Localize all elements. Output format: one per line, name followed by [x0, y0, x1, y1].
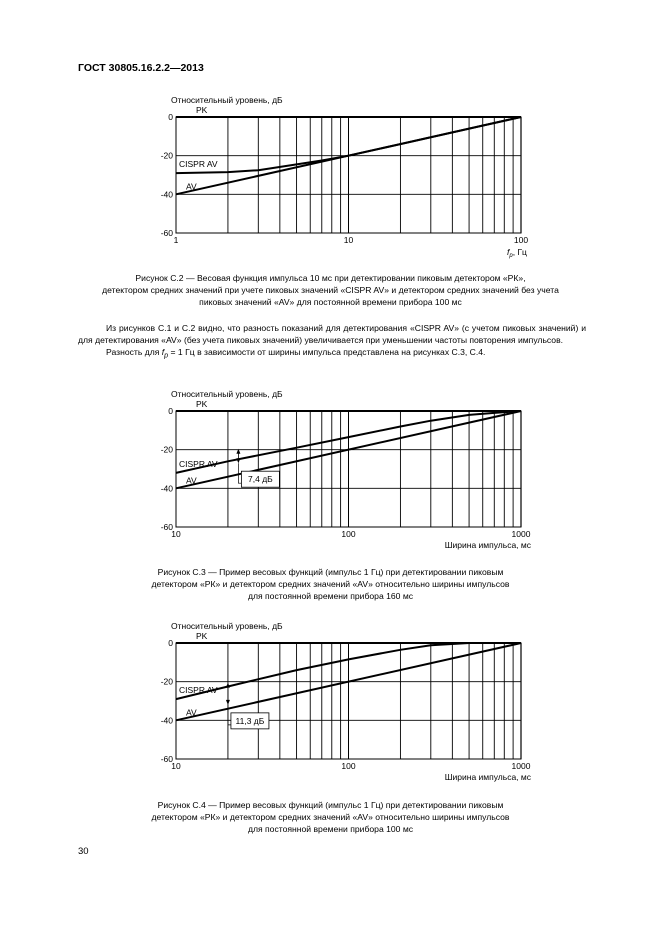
x-axis-unit: , Гц: [512, 247, 527, 257]
page-number: 30: [78, 846, 89, 857]
y-tick-label: -20: [160, 444, 173, 455]
caption-line: Рисунок С.3 — Пример весовых функций (импульс 1 Гц) при детектировании пиковым: [157, 567, 504, 577]
x-tick-label: 100: [513, 235, 529, 245]
paragraph: Разность для $f_p = 1$ Гц в зависимости от ширины импульса представлена на рисунках С.3, С.4.: [106, 347, 486, 360]
caption-fig-c4: [78, 799, 583, 835]
x-tick-label: 10: [343, 235, 354, 245]
caption-line: детектором «РК» и детектором средних значений «AV» относительно ширины импульсов: [151, 812, 510, 822]
x-tick-label: 1000: [511, 529, 531, 539]
y-axis-label: Относительный уровень, дБ: [171, 389, 283, 399]
annotation-label: 7,4 дБ: [248, 474, 273, 485]
annotation-label: 11,3 дБ: [235, 715, 265, 726]
series-label-cispr-av: CISPR AV: [179, 458, 218, 469]
x-tick-label: 1000: [511, 761, 531, 771]
y-axis-label: Относительный уровень, дБ: [171, 621, 283, 631]
y-tick-label: -40: [160, 483, 173, 494]
x-tick-label: 10: [171, 761, 181, 771]
x-axis-label: [507, 247, 527, 259]
y-tick-label: 0: [168, 638, 173, 648]
caption-line: для постоянной времени прибора 100 мс: [247, 824, 414, 834]
x-axis-label: Ширина импульса, мс: [444, 540, 531, 550]
document-header: ГОСТ 30805.16.2.2—2013: [78, 62, 204, 74]
caption-line: детектором средних значений при учете пиковых значений «CISPR AV» и детектором средних значений без учета: [102, 285, 559, 295]
annotation-arrow-down: [226, 700, 230, 705]
series-label-av: AV: [186, 181, 197, 192]
annotation-arrow-down: [236, 458, 240, 463]
x-axis-symbol: f: [507, 247, 510, 257]
chart-fig-c2: [0, 90, 661, 259]
x-axis-subscript: p: [509, 253, 513, 259]
chart-fig-c4: [0, 617, 661, 787]
series-label-pk: PK: [196, 105, 208, 115]
y-tick-label: -20: [160, 150, 173, 161]
y-tick-label: -40: [160, 189, 173, 200]
x-tick-label: 100: [341, 529, 356, 539]
caption-fig-c2: [78, 272, 583, 308]
series-label-cispr-av: CISPR AV: [179, 159, 218, 170]
x-tick-label: 100: [341, 761, 356, 771]
series-label-av: AV: [186, 707, 197, 718]
series-label-pk: PK: [196, 631, 208, 641]
caption-line: Рисунок С.4 — Пример весовых функций (импульс 1 Гц) при детектировании пиковым: [157, 800, 504, 810]
caption-fig-c3: [78, 566, 583, 602]
series-label-cispr-av: CISPR AV: [179, 685, 218, 696]
y-tick-label: -60: [160, 522, 173, 532]
y-tick-label: -60: [160, 228, 173, 238]
series-label-av: AV: [186, 475, 197, 486]
chart-fig-c3: [0, 385, 661, 555]
y-tick-label: -40: [160, 715, 173, 726]
y-axis-label: Относительный уровень, дБ: [171, 95, 283, 105]
y-tick-label: -20: [160, 676, 173, 687]
caption-line: Рисунок С.2 — Весовая функция импульса 10 мс при детектировании пиковым детектором «РК»,: [135, 273, 526, 283]
caption-line: пиковых значений «AV» для постоянной времени прибора 100 мс: [199, 297, 462, 307]
x-tick-label: 1: [173, 235, 179, 245]
y-tick-label: -60: [160, 754, 173, 764]
caption-line: детектором «РК» и детектором средних значений «AV» относительно ширины импульсов: [151, 579, 510, 589]
series-label-pk: PK: [196, 399, 208, 409]
x-tick-label: 10: [171, 529, 181, 539]
paragraph: Из рисунков С.1 и С.2 видно, что разность показаний для детектирования «CISPR AV» (с учетом пиковых значений) и для детектирования «AV» (без учета пиковых значений) увеличивается при уменьшении частоты повторения импульсов.: [78, 323, 586, 345]
symbol: f: [161, 347, 165, 357]
caption-line: для постоянной времени прибора 160 мс: [247, 591, 414, 601]
y-tick-label: 0: [168, 406, 173, 416]
x-axis-label: Ширина импульса, мс: [444, 772, 531, 782]
y-tick-label: 0: [168, 112, 173, 122]
body-text: [78, 322, 586, 362]
